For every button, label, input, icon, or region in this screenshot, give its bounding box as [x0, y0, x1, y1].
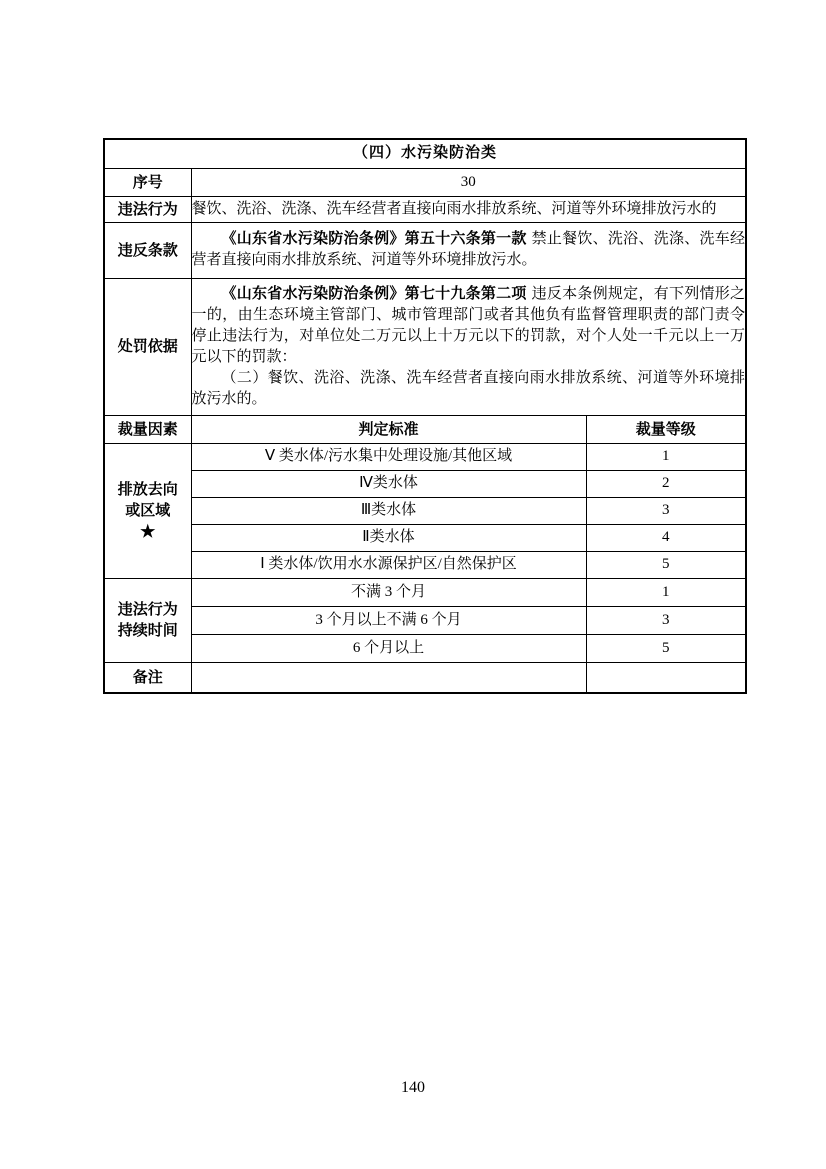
- illegal-act-row: [104, 196, 746, 222]
- level-cell: 2: [586, 470, 746, 497]
- violated-clause-cell: [191, 222, 746, 278]
- standard-cell: Ⅱ类水体: [191, 524, 586, 551]
- penalty-basis-text: 违反本条例规定，有下列情形之一的，由生态环境主管部门、城市管理部门或者其他负有监督管理职责的部门责令停止违法行为，对单位处二万元以上十万元以下的罚款，对个人处一千元以上一万元以下的罚款：: [191, 285, 745, 365]
- criteria-header-level: 裁量等级: [586, 415, 746, 443]
- table-row: [104, 497, 746, 524]
- penalty-basis-citation: 《山东省水污染防治条例》第七十九条第二项: [221, 285, 527, 302]
- penalty-basis-row: [104, 278, 746, 415]
- serial-row: [104, 168, 746, 196]
- criteria-header-standard: 判定标准: [191, 415, 586, 443]
- serial-value: 30: [191, 168, 746, 196]
- violated-clause-label: 违反条款: [104, 222, 191, 278]
- table-row: [104, 578, 746, 606]
- penalty-basis-item: （二）餐饮、洗浴、洗涤、洗车经营者直接向雨水排放系统、河道等外环境排放污水的。: [191, 369, 745, 407]
- illegal-act-label: 违法行为: [104, 196, 191, 222]
- remark-row: [104, 662, 746, 693]
- table-row: [104, 443, 746, 470]
- level-cell: 5: [586, 551, 746, 578]
- standard-cell: 不满 3 个月: [191, 578, 586, 606]
- criteria-header-factor: 裁量因素: [104, 415, 191, 443]
- table-row: [104, 470, 746, 497]
- table-row: [104, 634, 746, 662]
- page-number: 140: [401, 1079, 425, 1096]
- level-cell: 1: [586, 443, 746, 470]
- standard-cell: Ⅰ 类水体/饮用水水源保护区/自然保护区: [191, 551, 586, 578]
- serial-label: 序号: [104, 168, 191, 196]
- violated-clause-citation: 《山东省水污染防治条例》第五十六条第一款: [221, 231, 527, 247]
- standard-cell: 3 个月以上不满 6 个月: [191, 606, 586, 634]
- remark-value: [191, 662, 586, 693]
- table-row: [104, 524, 746, 551]
- penalty-discretion-table: [103, 138, 747, 694]
- standard-cell: Ⅳ类水体: [191, 470, 586, 497]
- table-title: （四）水污染防治类: [104, 139, 746, 168]
- violated-clause-paragraph: [192, 229, 746, 271]
- penalty-basis-label: 处罚依据: [104, 278, 191, 415]
- criteria-header-row: [104, 415, 746, 443]
- table-title-row: [104, 139, 746, 168]
- table-row: [104, 606, 746, 634]
- standard-cell: Ⅴ 类水体/污水集中处理设施/其他区域: [191, 443, 586, 470]
- factor-line: 违法行为: [117, 601, 178, 618]
- level-cell: 1: [586, 578, 746, 606]
- factor-line: 持续时间: [117, 622, 178, 639]
- star-icon: ★: [140, 521, 156, 541]
- level-cell: 3: [586, 497, 746, 524]
- factor-line: 排放去向: [117, 480, 178, 498]
- remark-label: 备注: [104, 662, 191, 693]
- remark-level-cell: [586, 662, 746, 693]
- standard-cell: Ⅲ类水体: [191, 497, 586, 524]
- penalty-basis-cell: [191, 278, 746, 415]
- standard-cell: 6 个月以上: [191, 634, 586, 662]
- level-cell: 4: [586, 524, 746, 551]
- factor-label-duration: [104, 578, 191, 662]
- factor-label-discharge-area: [104, 443, 191, 578]
- penalty-basis-paragraph: [192, 284, 746, 368]
- violated-clause-text: 禁止餐饮、洗浴、洗涤、洗车经营者直接向雨水排放系统、河道等外环境排放污水。: [191, 231, 745, 268]
- violated-clause-row: [104, 222, 746, 278]
- illegal-act-value: 餐饮、洗浴、洗涤、洗车经营者直接向雨水排放系统、河道等外环境排放污水的: [191, 196, 746, 222]
- level-cell: 3: [586, 606, 746, 634]
- factor-line: 或区域: [125, 501, 171, 519]
- table-row: [104, 551, 746, 578]
- level-cell: 5: [586, 634, 746, 662]
